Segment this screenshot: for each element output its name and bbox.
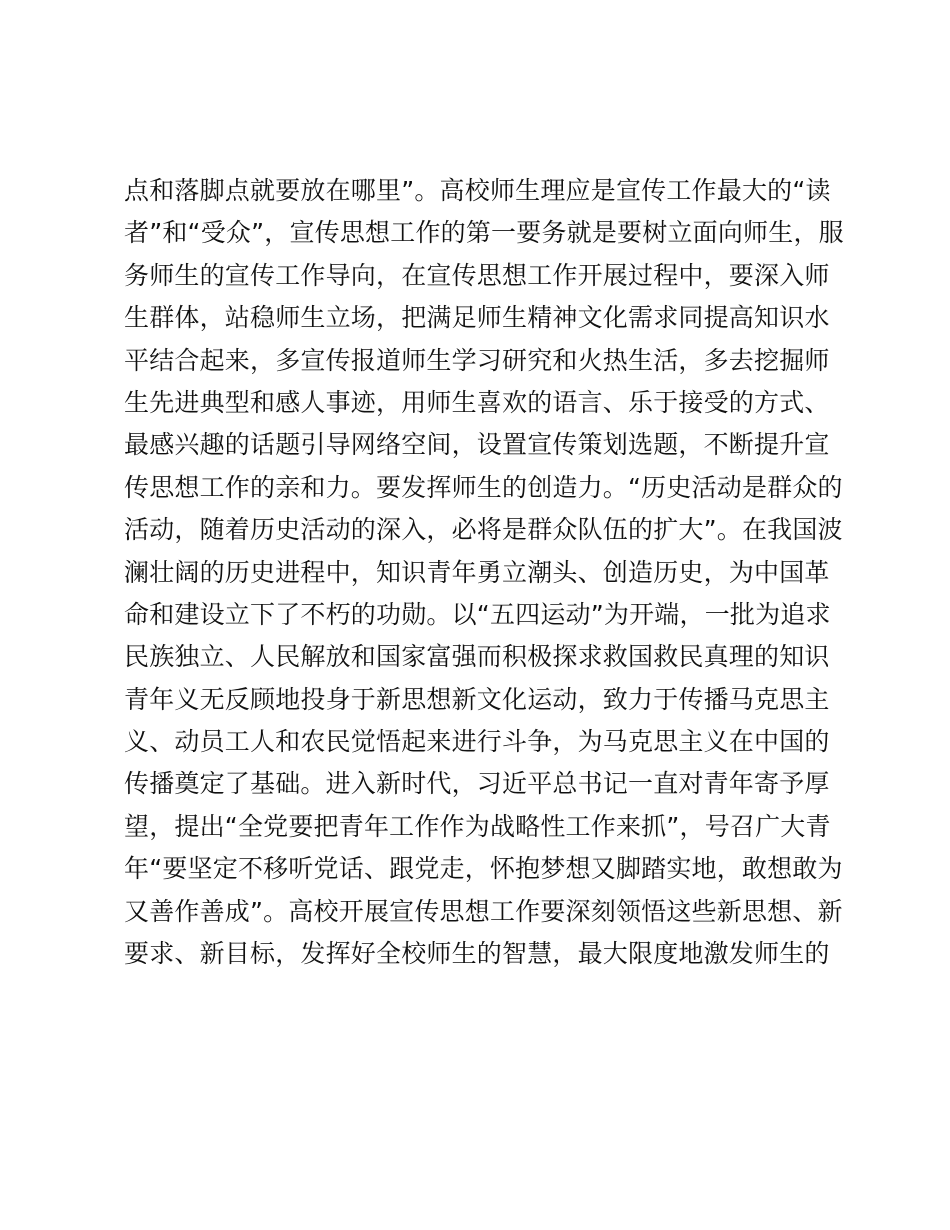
text-line: 传思想工作的亲和力。要发挥师生的创造力。“历史活动是群众的 — [124, 472, 843, 502]
text-line: 民族独立、人民解放和国家富强而积极探求救国救民真理的知识 — [124, 642, 830, 672]
text-line: 平结合起来，多宣传报道师生学习研究和火热生活，多去挖掘师 — [124, 345, 830, 375]
text-line: 活动，随着历史活动的深入，必将是群众队伍的扩大”。在我国波 — [124, 515, 843, 545]
text-line: 生群体，站稳师生立场，把满足师生精神文化需求同提高知识水 — [124, 303, 830, 333]
text-line: 义、动员工人和农民觉悟起来进行斗争，为马克思主义在中国的 — [124, 727, 830, 757]
text-line: 生先进典型和感人事迹，用师生喜欢的语言、乐于接受的方式、 — [124, 387, 830, 417]
body-paragraph — [124, 170, 844, 975]
text-line: 又善作善成”。高校开展宣传思想工作要深刻领悟这些新思想、新 — [124, 896, 843, 926]
text-line: 澜壮阔的历史进程中，知识青年勇立潮头、创造历史，为中国革 — [124, 557, 830, 587]
text-line: 传播奠定了基础。进入新时代，习近平总书记一直对青年寄予厚 — [124, 769, 830, 799]
text-line: 点和落脚点就要放在哪里”。高校师生理应是宣传工作最大的“读 — [124, 176, 831, 205]
text-line: 青年义无反顾地投身于新思想新文化运动，致力于传播马克思主 — [124, 684, 830, 714]
text-line: 命和建设立下了不朽的功勋。以“五四运动”为开端，一批为追求 — [124, 599, 831, 629]
text-line: 要求、新目标，发挥好全校师生的智慧，最大限度地激发师生的 — [124, 939, 830, 969]
text-line: 者”和“受众”，宣传思想工作的第一要务就是要树立面向师生，服 — [124, 218, 844, 248]
text-line: 最感兴趣的话题引导网络空间，设置宣传策划选题，不断提升宣 — [124, 430, 830, 460]
text-line: 望，提出“全党要把青年工作作为战略性工作来抓”，号召广大青 — [124, 811, 831, 841]
text-line: 务师生的宣传工作导向，在宣传思想工作开展过程中，要深入师 — [124, 260, 830, 290]
text-line: 年“要坚定不移听党话、跟党走，怀抱梦想又脚踏实地，敢想敢为 — [124, 854, 843, 884]
